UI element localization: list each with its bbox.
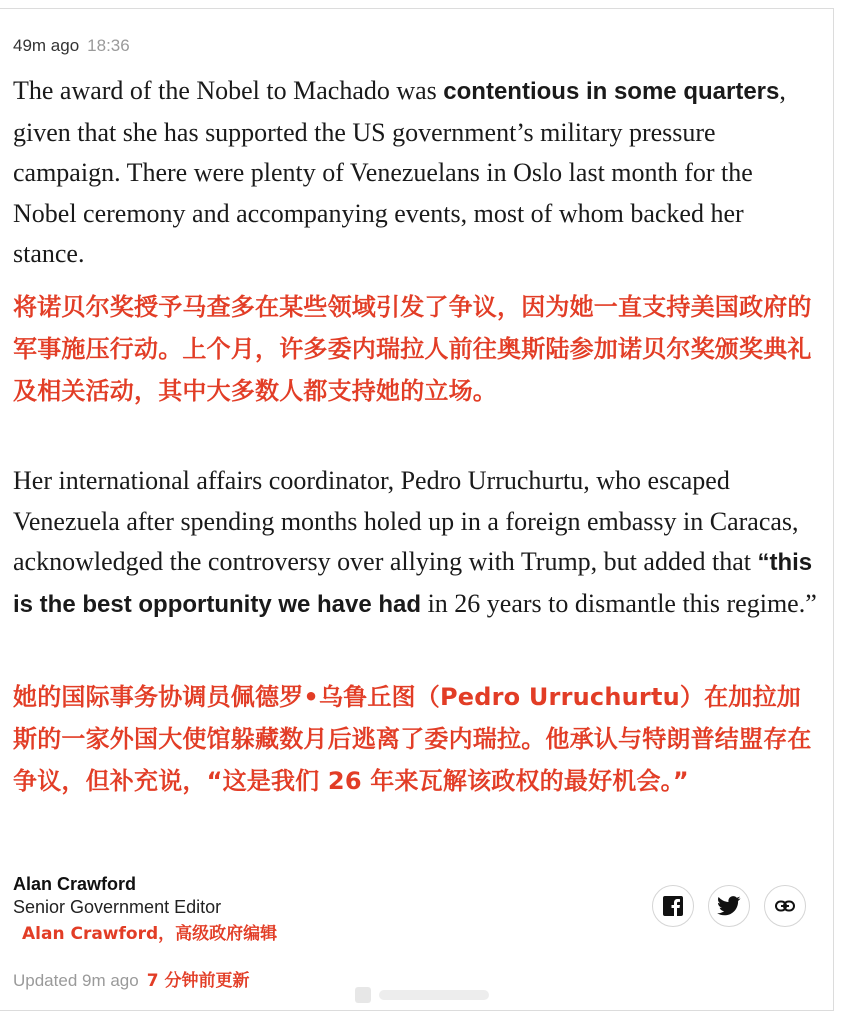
author-role: Senior Government Editor bbox=[13, 897, 222, 917]
para1-text-end: , given that she has supported the US government’s military pressure campaign. There were plenty of Venezuelans in Oslo last month for the Nobel ceremony and accompanying events, most of whom backed her stance. bbox=[13, 76, 786, 268]
para2-bold-quote: “this is the best opportunity we have had bbox=[13, 549, 813, 618]
share-link-button[interactable] bbox=[764, 885, 806, 927]
entry-timestamp bbox=[13, 36, 130, 56]
facebook-icon bbox=[662, 895, 684, 917]
paragraph-english-2 bbox=[13, 461, 818, 625]
relative-time: 49m ago bbox=[13, 36, 80, 55]
share-twitter-button[interactable] bbox=[708, 885, 750, 927]
para2-text-end: in 26 years to dismantle this regime.” bbox=[421, 588, 817, 618]
para1-bold-link: contentious in some quarters bbox=[443, 78, 780, 105]
author-name[interactable]: Alan Crawford bbox=[13, 874, 137, 894]
para1-text-start: The award of the Nobel to Machado was bbox=[13, 76, 444, 105]
share-facebook-button[interactable] bbox=[652, 885, 694, 927]
clock-time: 18:36 bbox=[87, 36, 130, 55]
updated-label: Updated 9m ago bbox=[13, 971, 139, 990]
updated-time bbox=[13, 966, 249, 991]
para2-text-start: Her international affairs coordinator, Pedro Urruchurtu, who escaped Venezuela after spending months holed up in a foreign embassy in Caracas, acknowledged the controversy over allying with Trump, but added that bbox=[13, 466, 799, 576]
twitter-icon bbox=[717, 896, 741, 916]
author-role-translation: Alan Crawford，高级政府编辑 bbox=[22, 924, 278, 944]
paragraph-chinese-1: 将诺贝尔奖授予马查多在某些领域引发了争议，因为她一直支持美国政府的军事施压行动。上个月，许多委内瑞拉人前往奥斯陆参加诺贝尔奖颁奖典礼及相关活动，其中大多数人都支持她的立场。 bbox=[13, 293, 812, 405]
paragraph-chinese-2: 她的国际事务协调员佩德罗•乌鲁丘图（Pedro Urruchurtu）在加拉加斯的一家外国大使馆躲藏数月后逃离了委内瑞拉。他承认与特朗普结盟存在争议，但补充说，“这是我们 26 年来瓦解该政权的最好机会。” bbox=[13, 683, 812, 795]
watermark-logo bbox=[355, 984, 493, 1006]
link-icon bbox=[775, 900, 795, 912]
updated-label-translation: 7 分钟前更新 bbox=[146, 971, 250, 991]
paragraph-english-1 bbox=[13, 71, 818, 275]
